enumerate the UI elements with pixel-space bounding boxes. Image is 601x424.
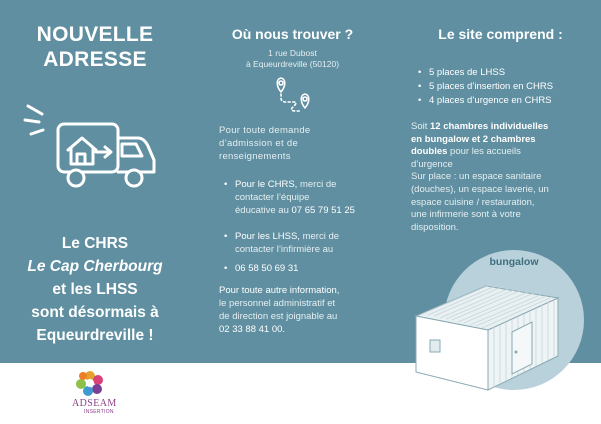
lhss-text-2: contacter l’infirmière au [235,244,334,255]
list-item: • 5 places de LHSS [418,67,506,78]
main-announcement [0,232,190,347]
rooms-bold-2: en bungalow et 2 chambres [411,133,536,145]
title-line-2: ADRESSE [43,48,147,71]
announcement-line-5: Equeurdreville ! [36,327,154,344]
chrs-text-1: merci de [297,179,337,190]
chrs-text-2: contacter l’équipe [235,192,310,203]
other-info-line-2: le personnel administratif et [219,298,336,309]
address [210,48,375,70]
chrs-contact [224,178,384,217]
rooms-bold-1: 12 chambres individuelles [430,121,549,132]
chrs-phone[interactable]: 07 65 79 51 25 [291,205,355,216]
new-address-title [0,22,190,72]
places-list [418,66,553,108]
title-line-1: NOUVELLE [36,23,154,46]
admission-intro [219,124,379,163]
site-description: Soit 12 chambres individuelles en bungalow et 2 chambres doubles pour les accueils d’urgence Sur place : un espace sanitaire (douches), un espace laverie, un espace cuisine / restauration, une infirmerie sont à votre disposition. [411,121,549,233]
bullet-icon: • [224,263,228,274]
intro-line-1: Pour toute demande [219,125,311,136]
lhss-label: Pour les LHSS, [235,231,300,242]
site-includes-title: Le site comprend : [438,26,563,42]
lhss-phone[interactable]: 06 58 50 69 31 [235,263,299,274]
chrs-label: Pour le CHRS, [235,179,298,190]
announcement-line-4: sont désormais à [31,304,159,321]
other-info-line-3: de direction est joignable au [219,311,338,322]
bungalow-label: bungalow [489,256,539,268]
announcement-line-2: Le Cap Cherbourg [27,258,163,275]
chrs-text-3: éducative au [235,205,292,216]
address-line-1: 1 rue Dubost [268,48,317,58]
other-info-label: Pour toute autre information, [219,285,340,296]
logo-subtitle: INSERTION [84,409,114,415]
moving-truck-icon [22,98,162,198]
address-line-2: à Equeurdreville (50120) [245,59,340,69]
bullet-icon: • [224,179,228,190]
intro-line-2: d’admission et de [219,138,299,149]
announcement-line-3: et les LHSS [52,281,138,298]
lhss-contact [224,230,384,275]
list-item: • 4 places d’urgence en CHRS [418,95,552,106]
bungalow-illustration-icon [408,268,568,403]
other-info [219,284,384,336]
flower-logo-icon [70,368,110,400]
announcement-line-1: Le CHRS [61,235,129,252]
intro-line-3: renseignements [219,151,291,162]
logo-name: ADSEAM [72,398,117,409]
list-item: • 5 places d’insertion en CHRS [418,81,554,92]
map-route-pin-icon [272,76,316,116]
where-to-find-title: Où nous trouver ? [231,26,354,42]
rooms-bold-3: doubles [411,146,448,158]
lhss-text-1: merci de [299,231,340,242]
bullet-icon: • [224,231,228,242]
other-info-phone[interactable]: 02 33 88 41 00. [219,324,286,335]
